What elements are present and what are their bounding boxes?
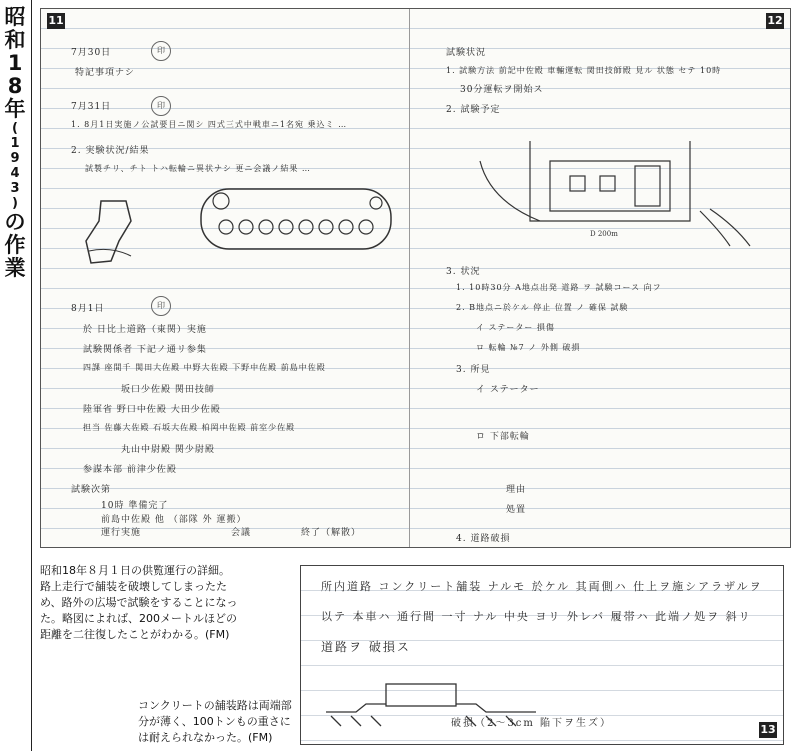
- note-line: 四課 座間千 関田大佐殿 中野大佐殿 下野中佐殿 前島中佐殿: [83, 363, 326, 372]
- note-line: 2. 試験予定: [446, 105, 501, 115]
- note-line: 2. 実験状況/結果: [71, 146, 150, 156]
- side-title-char: の: [4, 210, 26, 234]
- side-title-char: (: [12, 121, 18, 136]
- note-line: 1. 8月1日実施ノ公試要目ニ関シ 四式三式中戦車ニ1名宛 乗込ミ …: [71, 120, 348, 129]
- note-line: 理由: [506, 485, 527, 495]
- note-line: 特記事項ナシ: [75, 68, 135, 78]
- note-line: 4. 道路破損: [456, 534, 511, 544]
- note-line: 10時 準備完了: [101, 501, 169, 511]
- note-line: 試製チリ、チト トハ転輪ニ異状ナシ 更ニ会議ノ結果 …: [85, 164, 311, 173]
- side-title-char: 4: [10, 166, 20, 181]
- page-number: 12: [767, 14, 783, 27]
- memo-line: 所内道路 コンクリート舗装 ナルモ 於ケル 其両側ハ 仕上ヲ施シアラザルヲ: [321, 580, 763, 593]
- memo-line: 道路ヲ 破損ス: [321, 640, 411, 654]
- note-line: 7月31日: [71, 102, 112, 112]
- note-line: 参謀本部 前津少佐殿: [83, 465, 177, 475]
- side-title-char: 3: [10, 181, 20, 196]
- side-title-char: 8: [7, 74, 23, 98]
- caption-main: 昭和18年８月１日の供覧運行の詳細。路上走行で舗装を破壊してしまったため、路外の広場で試験をすることになった。略図によれば、200メートルほどの距離を二往復したことがわかる。(FM): [40, 564, 238, 641]
- side-divider: [31, 0, 32, 751]
- stamp: 印: [151, 41, 171, 61]
- memo-line: 破損（2〜3cm 陥下ヲ生ズ）: [451, 718, 612, 729]
- note-line: 終了（解散）: [301, 528, 362, 538]
- tank-track-sketch: [71, 181, 401, 281]
- side-title-char: 和: [4, 28, 26, 52]
- note-line: 1. 試験方法 前記中佐殿 車輛運転 関田技師殿 見ル 状態 セテ 10時: [446, 66, 722, 75]
- note-line: 7月30日: [71, 48, 112, 58]
- side-title-char: ): [12, 196, 18, 211]
- side-title-char: 1: [10, 136, 20, 151]
- note-line: 運行実施: [101, 528, 142, 538]
- note-line: 会議: [231, 528, 252, 538]
- note-line: 1. 10時30分 A地点出発 道路 ヲ 試験コース 向フ: [456, 283, 662, 292]
- note-line: 陸軍省 野口中佐殿 大田少佐殿: [83, 405, 221, 415]
- side-title-char: 昭: [4, 5, 26, 29]
- side-title-char: 業: [4, 256, 26, 280]
- memo-line: 以テ 本車ハ 通行間 一寸 ナル 中央 ヨリ 外レバ 履帯ハ 此端ノ処ヲ 斜リ: [321, 610, 752, 623]
- stamp: 印: [151, 296, 171, 316]
- note-line: 30分運転ヲ開始ス: [460, 85, 544, 95]
- stamp: 印: [151, 96, 171, 116]
- note-line: 坂口少佐殿 関田技師: [121, 385, 215, 395]
- side-title: [0, 0, 30, 751]
- side-title-char: 9: [10, 151, 20, 166]
- side-title-char: 1: [7, 51, 23, 75]
- note-line: イ ステーター 損傷: [476, 323, 555, 332]
- page-number: 13: [760, 723, 776, 736]
- page-number: 11: [48, 14, 64, 27]
- note-line: 3. 状況: [446, 267, 481, 277]
- note-line: ロ 転輪 №7 ノ 外側 破損: [476, 343, 581, 352]
- note-line: 試験次第: [71, 485, 112, 495]
- note-line: ロ 下部転輪: [476, 432, 530, 442]
- side-title-char: 作: [4, 233, 26, 257]
- course-map-sketch: [450, 121, 770, 251]
- note-line: 試験関係者 下記ノ通リ参集: [83, 345, 207, 355]
- note-line: 2. B地点ニ於ケル 停止 位置 ノ 確保 試験: [456, 303, 629, 312]
- page-11: [41, 9, 410, 547]
- memo-note: [300, 565, 784, 745]
- note-line: 担当 佐藤大佐殿 石坂大佐殿 柏岡中佐殿 前室少佐殿: [83, 423, 296, 432]
- svg-text:D 200m: D 200m: [590, 230, 618, 238]
- note-line: 8月1日: [71, 304, 105, 314]
- side-title-char: 年: [4, 97, 26, 121]
- note-line: 丸山中尉殿 関少尉殿: [121, 445, 215, 455]
- note-line: 処置: [506, 505, 527, 515]
- caption-memo: コンクリートの舗装路は両端部分が薄く、100トンもの重さには耐えられなかった。(FM): [138, 699, 292, 744]
- notebook-spread: [40, 8, 791, 548]
- page-12: [410, 9, 790, 547]
- note-line: イ ステーター: [476, 385, 540, 395]
- note-line: 前島中佐殿 他 （部隊 外 運搬）: [101, 515, 247, 525]
- note-line: 於 日比上道路（東関）実施: [83, 325, 207, 335]
- note-line: 試験状況: [446, 48, 487, 58]
- note-line: 3. 所見: [456, 365, 491, 375]
